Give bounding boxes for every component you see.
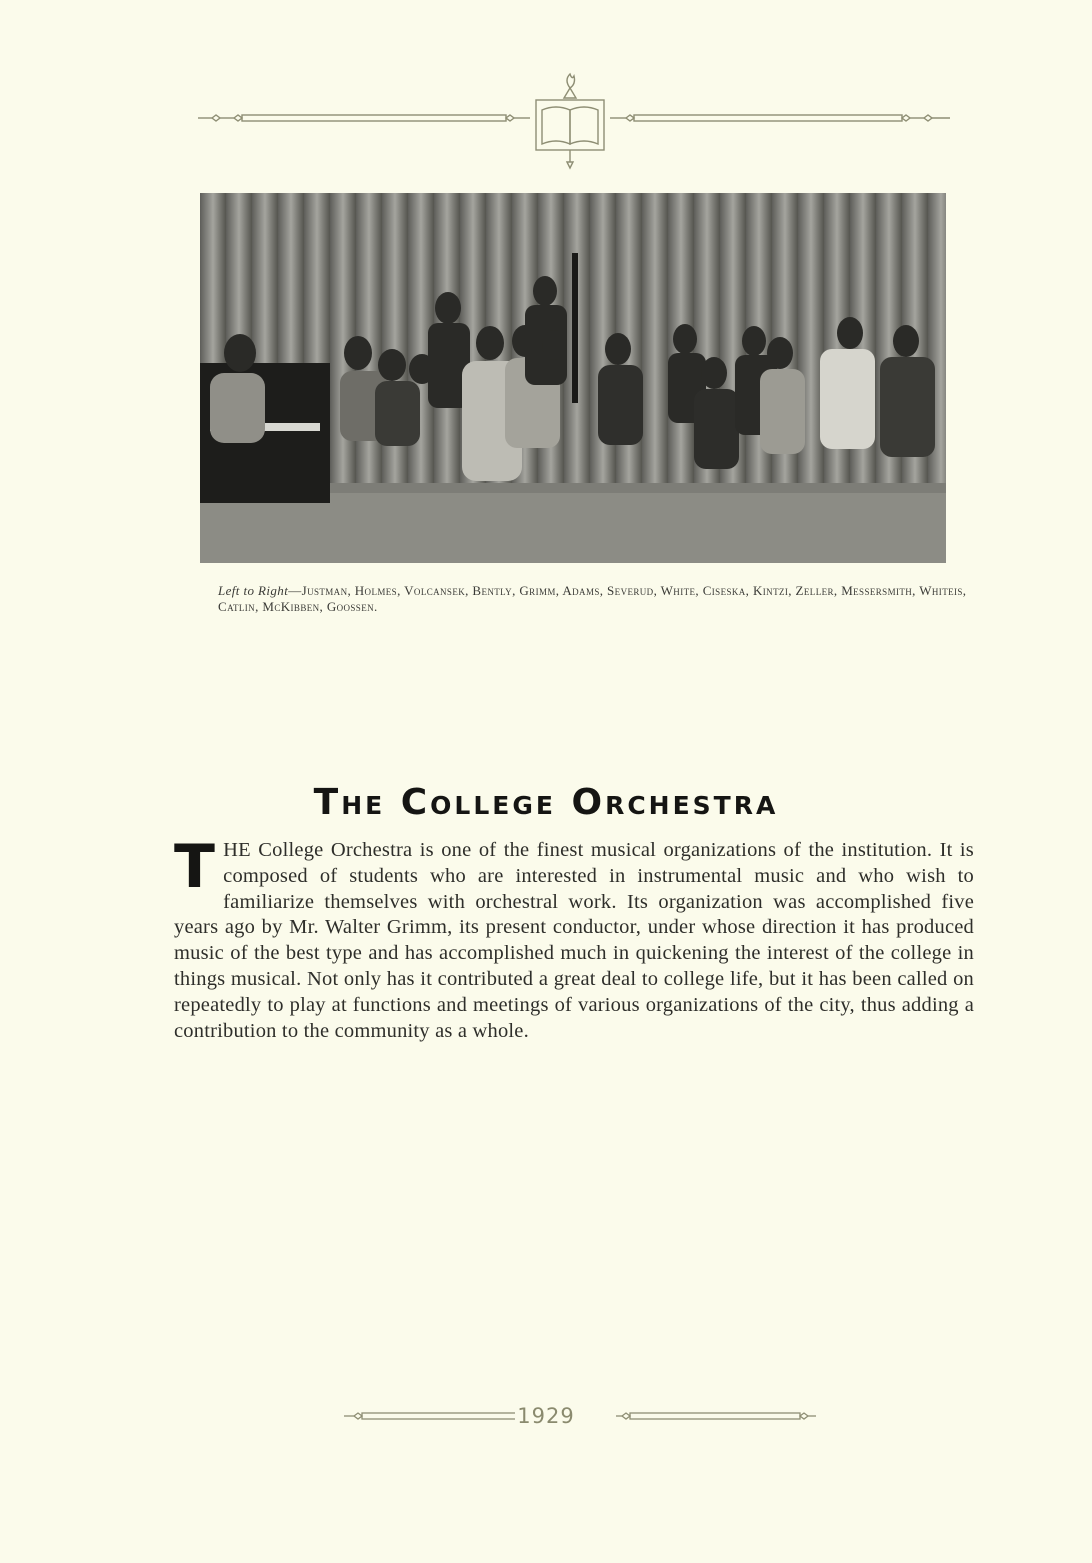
torch-book-icon: [190, 70, 960, 175]
photo-caption: [218, 583, 978, 615]
year-text: 1929: [517, 1404, 575, 1428]
caption-lead: Left to Right: [218, 583, 289, 598]
page-title: The College Orchestra: [313, 782, 779, 823]
article-text: HE College Orchestra is one of the finest musical organizations of the institution. It is composed of students who are interested in instrumental music and who wish to familiarize themselves with orchestral work. Its organization was accomplished five years ago by Mr. Walter Grimm, its present conductor, under whose direction it has produced music of the best type and has accomplished much in quickening the interest of the college in things musical. Not only has it contributed a great deal to college life, but it has been called on repeatedly to play at functions and meetings of various organizations of the city, thus adding a contribution to the community as a whole.: [174, 839, 974, 1042]
orchestra-group-photo: [200, 193, 946, 563]
drop-cap: T: [174, 832, 216, 902]
caption-dash: —: [288, 583, 302, 598]
article-body: [174, 832, 974, 1044]
caption-names: Justman, Holmes, Volcansek, Bently, Grimm, Adams, Severud, White, Ciseska, Kintzi, Zeller, Messersmith, Whiteis, Catlin, McKibben, Goossen.: [218, 583, 967, 614]
year-label: [0, 1404, 1092, 1428]
